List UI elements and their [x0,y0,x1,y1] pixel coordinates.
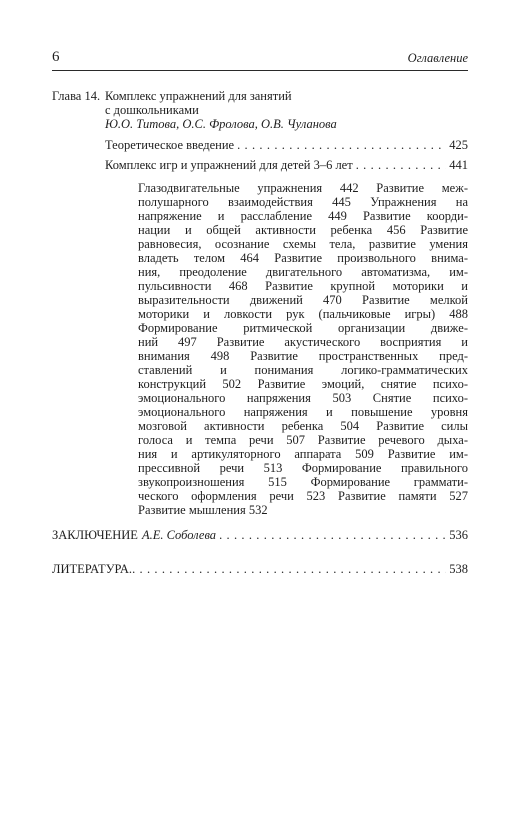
chapter-entry [52,89,468,131]
topic-line: прессивной речи 513 Формирование правильного [138,461,468,475]
chapter-authors: Ю.О. Титова, О.С. Фролова, О.В. Чуланова [105,117,337,131]
toc-entry-label: ЗАКЛЮЧЕНИЕ [52,528,138,542]
toc-entry-label: ЛИТЕРАТУРА. [52,562,133,576]
topic-line: звукопроизношения 515 Формирование граммати- [138,475,468,489]
topic-line: равновесия, осознание схемы тела, развитие умения [138,237,468,251]
topic-line: конструкций 502 Развитие эмоций, снятие психо- [138,377,468,391]
topic-line: владеть телом 464 Развитие произвольного внима- [138,251,468,265]
topic-line: Глазодвигательные упражнения 442 Развитие меж- [138,181,468,195]
topic-line: напряжение и расслабление 449 Развитие коорди- [138,209,468,223]
topic-line: выразительности движений 470 Развитие мелкой [138,293,468,307]
chapter-title-line-1: Комплекс упражнений для занятий [105,89,292,103]
topic-line: мозговой активности ребенка 504 Развитие силы [138,419,468,433]
topic-line: внимания 498 Развитие пространственных пред- [138,349,468,363]
toc-entry-page: 441 [449,158,468,172]
toc-entry-page: 538 [449,562,468,576]
topic-line: пульсивности 468 Развитие крупной моторики и [138,279,468,293]
topic-line: ческого оформления речи 523 Развитие памяти 527 [138,489,468,503]
dot-leader [219,528,446,542]
topic-line: ния, преодоление двигательного автоматизма, им- [138,265,468,279]
topic-line: Развитие мышления 532 [138,503,268,517]
chapter-title-line-2: с дошкольниками [105,103,199,117]
topic-line: ставлений и понимания логико-грамматических [138,363,468,377]
topic-line: ний 497 Развитие акустического восприятия и [138,335,468,349]
toc-entry-theory [105,138,468,152]
topic-line: ния и артикуляторного аппарата 509 Развитие им- [138,447,468,461]
topics-list [138,181,468,517]
toc-entry-page: 425 [449,138,468,152]
toc-entry-label: Комплекс игр и упражнений для детей 3–6 лет [105,158,353,172]
dot-leader [237,138,446,152]
chapter-label: Глава 14. [52,89,101,103]
chapter-title-row [52,89,468,103]
topic-line: полушарного взаимодействия 445 Упражнения на [138,195,468,209]
toc-entry-conclusion [52,528,468,542]
topic-line: нации и общей активности ребенка 456 Развитие [138,223,468,237]
toc-entry-author: А.Е. Соболева [141,528,217,542]
toc-entry-page: 536 [449,528,468,542]
topic-line: Формирование ритмической организации движе- [138,321,468,335]
page-number: 6 [52,49,60,65]
running-title: Оглавление [407,51,468,65]
topic-line: моторики и ловкости рук (пальчиковые игры) 488 [138,307,468,321]
toc-entry-label: Теоретическое введение [105,138,235,152]
topic-line: эмоционального напряжения и повышение уровня [138,405,468,419]
dot-leader [132,562,446,576]
dot-leader [356,158,447,172]
header-rule [52,70,468,71]
toc-entry-literature [52,562,468,576]
topic-line: голоса и темпа речи 507 Развитие речевого дыха- [138,433,468,447]
topic-line: эмоционального напряжения 503 Снятие психо- [138,391,468,405]
toc-entry-games [105,158,468,172]
